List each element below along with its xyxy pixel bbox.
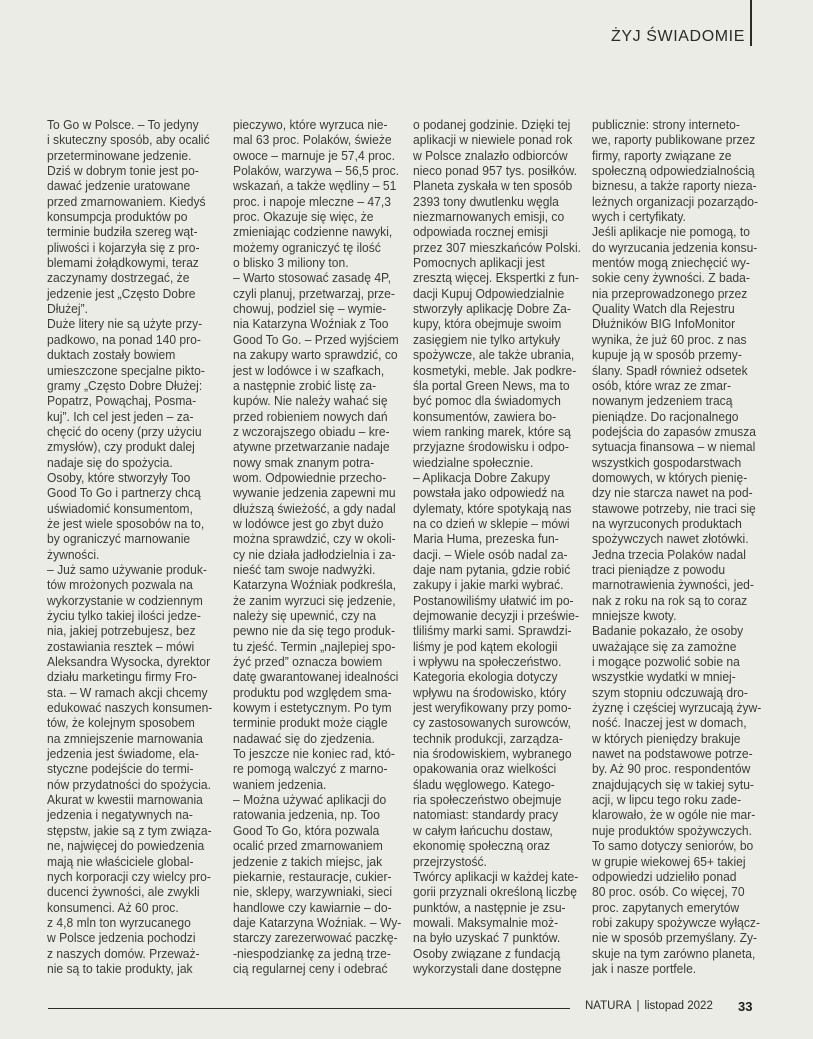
text-line: o podanej godzinie. Dzięki tej bbox=[413, 117, 571, 132]
text-line: zmieniając codzienne nawyki, bbox=[233, 224, 393, 240]
text-line: Badanie pokazało, że osoby bbox=[592, 623, 744, 639]
text-line: i mogące pozwolić sobie na bbox=[592, 654, 740, 670]
text-line: jedzenie jest „Często Dobre bbox=[47, 285, 196, 301]
text-line: wom. Odpowiednie przecho- bbox=[233, 469, 387, 485]
text-line: ekonomię społeczną oraz bbox=[413, 838, 551, 854]
text-line: wykorzystali dane dostępne bbox=[413, 960, 562, 976]
text-line: – Warto stosować zasadę 4P, bbox=[233, 270, 391, 286]
text-line: mają nie właściciele global- bbox=[47, 853, 194, 869]
text-line: nadaje się do spożycia. bbox=[47, 454, 173, 470]
text-line: terminie produkt może ciągle bbox=[233, 715, 388, 731]
text-line: dacji Kupuj Odpowiedzialnie bbox=[413, 285, 565, 301]
article-column-1 bbox=[47, 117, 214, 976]
text-line: zmysłów), czy produkt dalej bbox=[47, 439, 195, 455]
text-line: na wyrzuconych produktach bbox=[592, 515, 742, 531]
text-line: ducenci żywności, ale zwykli bbox=[47, 884, 200, 900]
text-line: kupy, która obejmuje swoim bbox=[413, 316, 562, 332]
issue-date: listopad 2022 bbox=[644, 1000, 713, 1012]
text-line: starczy zarezerwować paczkę- bbox=[233, 930, 398, 946]
text-line: społeczną odpowiedzialnością bbox=[592, 163, 755, 179]
text-line: w Polsce znalazło odbiorców bbox=[413, 147, 568, 163]
text-line: duktach zostały bowiem bbox=[47, 347, 176, 363]
text-line: dzy nie starcza nawet na pod- bbox=[592, 485, 753, 501]
text-line: przejrzystość. bbox=[413, 853, 487, 869]
article-column-2 bbox=[233, 117, 400, 976]
text-line: edukować naszych konsumen- bbox=[47, 700, 213, 716]
text-line: Jedna trzecia Polaków nadal bbox=[592, 546, 746, 562]
text-line: jedzenia i negatywnych na- bbox=[47, 807, 193, 823]
text-line: zresztą więcej. Ekspertki z fun- bbox=[413, 270, 579, 286]
text-line: ria społeczeństwo obejmuje bbox=[413, 792, 562, 808]
text-line: leżnych organizacji pozarządo- bbox=[592, 193, 758, 209]
text-line: można sprawdzić, czy w okoli- bbox=[233, 531, 396, 547]
text-line: śla portal Green News, ma to bbox=[413, 377, 570, 393]
text-line: – Już samo używanie produk- bbox=[47, 561, 207, 577]
text-line: liśmy je pod kątem ekologii bbox=[413, 638, 558, 654]
text-line: proc. i napoje mleczne – 47,3 bbox=[233, 193, 391, 209]
text-line: nie są to takie produkty, jak bbox=[47, 960, 193, 976]
text-line: pieczywo, które wyrzuca nie- bbox=[233, 117, 388, 132]
text-line: mal 63 proc. Polaków, świeże bbox=[233, 132, 392, 148]
text-line: cy zastosowanych surowców, bbox=[413, 715, 571, 731]
text-line: a następnie zrobić listę za- bbox=[233, 377, 377, 393]
text-line: daje nam pytania, gdzie robić bbox=[413, 561, 571, 577]
text-line: – Aplikacja Dobre Zakupy bbox=[413, 469, 551, 485]
text-line: publicznie: strony interneto- bbox=[592, 117, 740, 132]
text-line: nawet na podstawowe potrze- bbox=[592, 746, 753, 762]
text-line: ność. Inaczej jest w domach, bbox=[592, 715, 747, 731]
text-line: tliliśmy marki sami. Sprawdzi- bbox=[413, 623, 572, 639]
text-line: domowych, w których pienię- bbox=[592, 469, 748, 485]
text-line: nuje produktów spożywczych. bbox=[592, 822, 752, 838]
section-title: ŻYJ ŚWIADOMIE bbox=[610, 28, 745, 45]
text-line: w całym łańcuchu dostaw, bbox=[413, 822, 553, 838]
text-line: o blisko 3 miliony ton. bbox=[233, 255, 349, 271]
text-line: robi zakupy spożywcze wyłącz- bbox=[592, 914, 760, 930]
text-line: z naszych domów. Przeważ- bbox=[47, 945, 200, 961]
text-line: Jeśli aplikacje nie pomogą, to bbox=[592, 224, 750, 240]
text-line: tu zjeść. Termin „najlepiej spo- bbox=[233, 638, 396, 654]
text-line: wiedzialne społecznie. bbox=[413, 454, 534, 470]
text-line: Good To Go. – Przed wyjściem bbox=[233, 331, 399, 347]
text-line: dłuższą świeżość, a gdy nadal bbox=[233, 500, 396, 516]
text-line: tów mrożonych pozwala na bbox=[47, 577, 193, 593]
text-line: kupów. Nie należy wahać się bbox=[233, 393, 388, 409]
text-line: by ograniczyć marnowanie bbox=[47, 531, 191, 547]
text-line: Dłużej”. bbox=[47, 301, 88, 317]
text-line: zakupy i jakie marki wybrać. bbox=[413, 577, 564, 593]
text-line: nieco ponad 957 tys. posiłków. bbox=[413, 163, 577, 179]
text-line: nie, sklepy, warzywniaki, sieci bbox=[233, 884, 393, 900]
text-line: jest weryfikowany przy pomo- bbox=[413, 700, 572, 716]
article-column-3 bbox=[413, 117, 580, 976]
text-line: Aleksandra Wysocka, dyrektor bbox=[47, 654, 211, 670]
text-line: Pomocnych aplikacji jest bbox=[413, 255, 545, 271]
text-line: nia, jakiej potrzebujesz, bez bbox=[47, 623, 196, 639]
text-line: przeterminowane jedzenie. bbox=[47, 147, 192, 163]
text-line: Duże litery nie są użyte przy- bbox=[47, 316, 203, 332]
text-line: zostawiania resztek – mówi bbox=[47, 638, 195, 654]
text-line: żyć przed” oznacza bowiem bbox=[233, 654, 383, 670]
text-line: Good To Go, która pozwala bbox=[233, 822, 380, 838]
text-line: piekarnie, restauracje, cukier- bbox=[233, 868, 392, 884]
text-line: blemami żołądkowymi, teraz bbox=[47, 255, 199, 271]
text-line: produktu pod względem sma- bbox=[233, 684, 392, 700]
text-line: aplikacji w niewiele ponad rok bbox=[413, 132, 573, 148]
text-line: technik produkcji, zarządza- bbox=[413, 730, 563, 746]
text-line: nadawać się do zjedzenia. bbox=[233, 730, 375, 746]
text-line: wiem ranking marek, które są bbox=[413, 423, 571, 439]
text-line: nia Katarzyna Woźniak z Too bbox=[233, 316, 389, 332]
text-line: znajdujących się w takiej sytu- bbox=[592, 776, 754, 792]
text-line: działu marketingu firmy Fro- bbox=[47, 669, 197, 685]
text-line: spożywcze, ale także ubrania, bbox=[413, 347, 575, 363]
text-line: żyznę i częściej wyrzucają żyw- bbox=[592, 700, 762, 716]
text-line: nów przydatności do spożycia. bbox=[47, 776, 211, 792]
text-line: Postanowiliśmy ułatwić im po- bbox=[413, 592, 574, 608]
text-line: i wpływu na społeczeństwo. bbox=[413, 654, 562, 670]
text-line: że jest wiele sposobów na to, bbox=[47, 515, 205, 531]
text-line: z wczorajszego obiadu – kre- bbox=[233, 423, 390, 439]
text-line: 80 proc. osób. Co więcej, 70 bbox=[592, 884, 745, 900]
text-line: punktów, a następnie je zsu- bbox=[413, 899, 566, 915]
text-line: uświadomić konsumentom, bbox=[47, 500, 193, 516]
text-line: pieniądze. Do racjonalnego bbox=[592, 408, 739, 424]
text-line: należy się upewnić, czy na bbox=[233, 608, 377, 623]
text-line: Osoby związane z fundacją bbox=[413, 945, 561, 961]
text-line: w Polsce jedzenia pochodzi bbox=[47, 930, 196, 946]
footer-separator: | bbox=[636, 1000, 640, 1012]
text-line: czyli planuj, przetwarzaj, prze- bbox=[233, 285, 395, 301]
magazine-name: NATURA bbox=[585, 1000, 632, 1012]
text-line: nieść tam swoje nadwyżki. bbox=[233, 561, 376, 577]
text-line: firmy, raporty związane ze bbox=[592, 147, 732, 163]
article-column-4 bbox=[592, 117, 762, 976]
text-line: wych i certyfikaty. bbox=[592, 209, 686, 225]
text-line: możemy ograniczyć tę ilość bbox=[233, 239, 381, 255]
text-line: jak i nasze portfele. bbox=[592, 960, 697, 976]
text-line: żywności. bbox=[47, 546, 100, 562]
text-line: wywanie jedzenia zapewni mu bbox=[233, 485, 396, 501]
text-line: jedzenie z takich miejsc, jak bbox=[233, 853, 383, 869]
text-line: Good To Go i partnerzy chcą bbox=[47, 485, 201, 501]
text-line: kosmetyki, meble. Jak podkre- bbox=[413, 362, 577, 378]
text-line: przez 307 mieszkańców Polski. bbox=[413, 239, 581, 255]
text-line: we, raporty publikowane przez bbox=[592, 132, 756, 148]
text-line: by. Aż 90 proc. respondentów bbox=[592, 761, 751, 777]
text-line: jedzenia jest świadome, ela- bbox=[47, 746, 199, 762]
text-line: Kategoria ekologia dotyczy bbox=[413, 669, 558, 685]
text-line: konsumentów, zawiera bo- bbox=[413, 408, 557, 424]
text-line: odpowiada rocznej emisji bbox=[413, 224, 549, 240]
text-line: -niespodziankę za jedną trze- bbox=[233, 945, 391, 961]
text-line: datę gwarantowanej idealności bbox=[233, 669, 399, 685]
text-line: jest w lodówce i w szafkach, bbox=[233, 362, 385, 378]
text-line: tów, że kolejnym sposobem bbox=[47, 715, 195, 731]
text-line: handlowe czy kawiarnie – do- bbox=[233, 899, 392, 915]
text-line: osób, które wraz ze zmar- bbox=[592, 377, 732, 393]
text-line: gorii przyznali określoną liczbę bbox=[413, 884, 577, 900]
text-line: sytuacja finansowa – w niemal bbox=[592, 439, 756, 455]
text-line: cy nie działa jadłodzielnia i za- bbox=[233, 546, 396, 562]
text-line: uważające się za zamożne bbox=[592, 638, 737, 654]
text-line: daje Katarzyna Woźniak. – Wy- bbox=[233, 914, 402, 930]
text-line: przed zmarnowaniem. Kiedyś bbox=[47, 193, 206, 209]
text-line: Twórcy aplikacji w każdej kate- bbox=[413, 868, 579, 884]
article-body bbox=[47, 117, 767, 982]
text-line: atywne przetwarzanie nadaje bbox=[233, 439, 390, 455]
text-line: pliwości i kojarzyła się z pro- bbox=[47, 239, 200, 255]
text-line: stworzyły aplikację Dobre Za- bbox=[413, 301, 571, 317]
text-line: opakowania oraz wielkości bbox=[413, 761, 557, 777]
text-line: z 4,8 mln ton wyrzucanego bbox=[47, 914, 191, 930]
text-line: niezmarnowanych emisji, co bbox=[413, 209, 565, 225]
text-line: Polaków, warzywa – 56,5 proc. bbox=[233, 163, 399, 179]
text-line: styczne podejście do termi- bbox=[47, 761, 194, 777]
text-line: terminie budziła szereg wąt- bbox=[47, 224, 198, 240]
text-line: ratowania jedzenia, np. Too bbox=[233, 807, 380, 823]
text-line: mniejsze kwoty. bbox=[592, 608, 677, 623]
text-line: – Można używać aplikacji do bbox=[233, 792, 387, 808]
text-line: proc. Okazuje się więc, że bbox=[233, 209, 374, 225]
text-line: Akurat w kwestii marnowania bbox=[47, 792, 203, 808]
text-line: wynika, że już 60 proc. z nas bbox=[592, 331, 747, 347]
text-line: To samo dotyczy seniorów, bo bbox=[592, 838, 754, 854]
text-line: umieszczone specjalne pikto- bbox=[47, 362, 205, 378]
text-line: stępstw, jakie są z tym związa- bbox=[47, 822, 212, 838]
text-line: To jeszcze nie koniec rad, któ- bbox=[233, 746, 395, 762]
text-line: nych korporacji czy wielcy pro- bbox=[47, 868, 211, 884]
text-line: padkowo, na ponad 140 pro- bbox=[47, 331, 201, 347]
text-line: w lodówce jest go zbyt dużo bbox=[233, 515, 384, 531]
text-line: na było uzyskać 7 punktów. bbox=[413, 930, 561, 946]
text-line: Maria Huma, prezeska fun- bbox=[413, 531, 559, 547]
text-line: kowym i estetycznym. Po tym bbox=[233, 700, 392, 716]
text-line: kupuje ją w sposób przemy- bbox=[592, 347, 742, 363]
text-line: nowy smak znanym potra- bbox=[233, 454, 375, 470]
text-line: zaczynamy dostrzegać, że bbox=[47, 270, 190, 286]
text-line: wpływu na środowisko, który bbox=[413, 684, 567, 700]
text-line: nie w sposób przemyślany. Zy- bbox=[592, 930, 758, 946]
text-line: dejmowanie decyzji i prześwie- bbox=[413, 608, 579, 623]
text-line: życiu tylko takiej ilości jedze- bbox=[47, 608, 201, 623]
text-line: 2393 tony dwutlenku węgla bbox=[413, 193, 559, 209]
text-line: Dziś w dobrym tonie jest po- bbox=[47, 163, 199, 179]
text-line: konsumpcja produktów po bbox=[47, 209, 188, 225]
text-line: podejścia do zapasów zmusza bbox=[592, 423, 756, 439]
text-line: proc. zapytanych emerytów bbox=[592, 899, 740, 915]
text-line: konsumenci. Aż 60 proc. bbox=[47, 899, 179, 915]
text-line: Katarzyna Woźniak podkreśla, bbox=[233, 577, 397, 593]
text-line: ne, najwięcej do powiedzenia bbox=[47, 838, 205, 854]
text-line: re pomogą walczyć z marno- bbox=[233, 761, 388, 777]
text-line: na co dzień w sklepie – mówi bbox=[413, 515, 570, 531]
text-line: natomiast: standardy pracy bbox=[413, 807, 559, 823]
text-line: w grupie wiekowej 65+ takiej bbox=[592, 853, 746, 869]
text-line: że zanim wyrzuci się jedzenie, bbox=[233, 592, 396, 608]
text-line: Dłużników BIG InfoMonitor bbox=[592, 316, 736, 332]
text-line: szym stopniu odczuwają dro- bbox=[592, 684, 748, 700]
text-line: owoce – marnuje je 57,4 proc. bbox=[233, 147, 395, 163]
text-line: wszystkich gospodarstwach bbox=[592, 454, 742, 470]
text-line: To Go w Polsce. – To jedyny bbox=[47, 117, 199, 132]
text-line: stawowe potrzeby, nie traci się bbox=[592, 500, 756, 516]
text-line: nowanym jedzeniem tracą bbox=[592, 393, 733, 409]
text-line: nak z roku na rok są to coraz bbox=[592, 592, 748, 608]
text-line: dylematy, które spotykają nas bbox=[413, 500, 572, 516]
text-line: odpowiedzi udzieliło ponad bbox=[592, 868, 737, 884]
text-line: na zakupy warto sprawdzić, co bbox=[233, 347, 398, 363]
text-line: waniem jedzenia. bbox=[233, 776, 327, 792]
text-line: spożywczych nawet złotówki. bbox=[592, 531, 749, 547]
text-line: gramy „Często Dobre Dłużej: bbox=[47, 377, 203, 393]
text-line: i skuteczny sposób, aby ocalić bbox=[47, 132, 210, 148]
footer-horizontal-rule bbox=[48, 1008, 570, 1009]
text-line: wskazań, a także wędliny – 51 bbox=[233, 178, 397, 194]
text-line: powstała jako odpowiedź na bbox=[413, 485, 565, 501]
page-number: 33 bbox=[738, 999, 753, 1014]
text-line: wszystkie wydatki w mniej- bbox=[592, 669, 736, 685]
text-line: Popatrz, Powąchaj, Posma- bbox=[47, 393, 197, 409]
text-line: dawać jedzenie uratowane bbox=[47, 178, 191, 194]
text-line: przed robieniem nowych dań bbox=[233, 408, 388, 424]
text-line: cią regularnej ceny i odebrać bbox=[233, 960, 388, 976]
text-line: ocalić przed zmarnowaniem bbox=[233, 838, 383, 854]
text-line: traci pieniądze z powodu bbox=[592, 561, 726, 577]
text-line: na zmniejszenie marnowania bbox=[47, 730, 203, 746]
footer-imprint bbox=[585, 1000, 713, 1012]
text-line: nia przeprowadzonego przez bbox=[592, 285, 748, 301]
text-line: być pomoc dla świadomych bbox=[413, 393, 561, 409]
text-line: sokie ceny żywności. Z bada- bbox=[592, 270, 750, 286]
text-line: pewno nie da się tego produk- bbox=[233, 623, 395, 639]
text-line: mentów mogą zniechęcić wy- bbox=[592, 255, 750, 271]
text-line: Planeta zyskała w ten sposób bbox=[413, 178, 573, 194]
text-line: w których pieniędzy brakuje bbox=[592, 730, 741, 746]
text-line: śladu węglowego. Katego- bbox=[413, 776, 555, 792]
text-line: acji, w lipcu tego roku zade- bbox=[592, 792, 742, 808]
text-line: skuje na tym zarówno planeta, bbox=[592, 945, 756, 961]
header-vertical-rule bbox=[750, 0, 752, 46]
text-line: zasięgiem nie tylko artykuły bbox=[413, 331, 561, 347]
text-line: Osoby, które stworzyły Too bbox=[47, 469, 191, 485]
text-line: przyjazne środowisku i odpo- bbox=[413, 439, 569, 455]
text-line: do wyrzucania jedzenia konsu- bbox=[592, 239, 758, 255]
text-line: dacji. – Wiele osób nadal za- bbox=[413, 546, 568, 562]
text-line: chęcić do oceny (przy użyciu bbox=[47, 423, 202, 439]
text-line: Quality Watch dla Rejestru bbox=[592, 301, 735, 317]
text-line: wykorzystanie w codziennym bbox=[47, 592, 203, 608]
text-line: chowuj, podziel się – wymie- bbox=[233, 301, 387, 317]
text-line: kuj”. Ich cel jest jeden – za- bbox=[47, 408, 194, 424]
text-line: marnotrawienia żywności, jed- bbox=[592, 577, 754, 593]
text-line: biznesu, a także raporty nieza- bbox=[592, 178, 757, 194]
text-line: ślany. Spadł również odsetek bbox=[592, 362, 748, 378]
text-line: sta. – W ramach akcji chcemy bbox=[47, 684, 208, 700]
text-line: nia środowiskiem, wybranego bbox=[413, 746, 572, 762]
text-line: mowali. Maksymalnie moż- bbox=[413, 914, 559, 930]
text-line: klarowało, że w ogóle nie mar- bbox=[592, 807, 756, 823]
